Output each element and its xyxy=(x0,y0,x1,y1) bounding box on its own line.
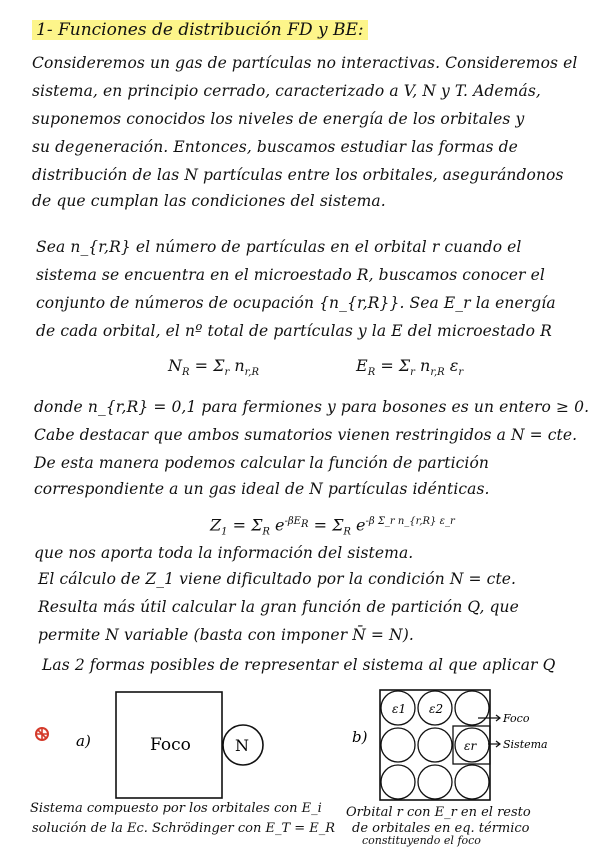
orbital-circle xyxy=(418,728,452,762)
eq-symbol: n xyxy=(234,356,245,375)
caption-b-line: de orbitales en eq. térmico xyxy=(352,821,530,836)
text-line: Sea n_{r,R} el número de partículas en el orbital r cuando el xyxy=(36,238,522,256)
eq-subscript: r,R xyxy=(244,367,260,379)
eq-symbol: N xyxy=(168,356,182,375)
eq-symbol: E xyxy=(356,356,368,375)
orbital-circle xyxy=(381,728,415,762)
text-line: Consideremos un gas de partículas no interactivas. Consideremos el xyxy=(32,54,578,72)
text-line: donde n_{r,R} = 0,1 para fermiones y para bosones es un entero ≥ 0. xyxy=(34,398,590,416)
orbital-label-r: εr xyxy=(464,739,477,753)
text-line: Resulta más útil calcular la gran función de partición Q, que xyxy=(38,598,519,616)
eq-subscript: r,R xyxy=(430,367,445,379)
orbital-label-1: ε1 xyxy=(392,702,407,716)
system-label: N xyxy=(235,736,249,755)
caption-a-line: Sistema compuesto por los orbitales con E_i xyxy=(30,801,322,816)
eq-operator: = Σ xyxy=(194,356,225,375)
eq-operator: = Σ xyxy=(313,515,344,535)
stamp-icon xyxy=(36,728,48,740)
eq-subscript: R xyxy=(300,519,309,530)
eq-symbol: n xyxy=(420,356,431,375)
text-line: suponemos conocidos los niveles de energía de los orbitales y xyxy=(32,110,525,128)
eq-subscript: R xyxy=(182,367,190,379)
caption-b-line: constituyendo el foco xyxy=(362,834,481,847)
orbital-circle xyxy=(381,765,415,799)
orbital-label-2: ε2 xyxy=(429,702,444,716)
text-line: Cabe destacar que ambos sumatorios vienen restringidos a N = cte. xyxy=(34,426,578,444)
eq-symbol: Z xyxy=(210,515,222,535)
orbital-circle xyxy=(455,765,489,799)
eq-subscript: R xyxy=(343,526,351,538)
text-line: Las 2 formas posibles de representar el sistema al que aplicar Q xyxy=(42,656,556,674)
eq-subscript: r xyxy=(458,367,464,379)
eq-operator: = Σ xyxy=(380,356,411,375)
text-line: conjunto de números de ocupación {n_{r,R}}. Sea E_r la energía xyxy=(36,294,556,312)
text-line: permite N variable (basta con imponer N̄ = N). xyxy=(38,626,414,644)
eq-exponent-text: -βE xyxy=(284,516,301,527)
text-line: De esta manera podemos calcular la función de partición xyxy=(34,454,489,472)
text-line: correspondiente a un gas ideal de N partículas idénticas. xyxy=(34,480,490,498)
eq-symbol: ε xyxy=(449,356,459,375)
eq-symbol: e xyxy=(275,515,285,535)
arrow-foco-label: Foco xyxy=(503,712,530,725)
eq-subscript: r xyxy=(224,367,230,379)
diagram-b-marker: b) xyxy=(352,728,368,746)
orbital-circle xyxy=(455,691,489,725)
text-line: de cada orbital, el nº total de partículas y la E del microestado R xyxy=(36,322,552,340)
heading-text: 1- Funciones de distribución FD y BE: xyxy=(32,20,368,40)
eq-subscript: 1 xyxy=(221,526,228,538)
diagram-a-marker: a) xyxy=(76,732,91,750)
text-line: de que cumplan las condiciones del sistema. xyxy=(32,192,386,210)
caption-a-line: solución de la Ec. Schrödinger con E_T = E_R xyxy=(32,821,336,836)
caption-b-line: Orbital r con E_r en el resto xyxy=(346,805,531,820)
eq-operator: = Σ xyxy=(232,515,263,535)
eq-subscript: R xyxy=(262,526,270,538)
eq-exponent: -β Σ_r n_{r,R} ε_r xyxy=(365,516,455,527)
eq-symbol: e xyxy=(356,515,366,535)
text-line: su degeneración. Entonces, buscamos estudiar las formas de xyxy=(32,138,518,156)
text-line: El cálculo de Z_1 viene dificultado por la condición N = cte. xyxy=(38,570,517,588)
eq-subscript: r xyxy=(410,367,415,379)
foco-label: Foco xyxy=(150,735,191,755)
text-line: sistema se encuentra en el microestado R, buscamos conocer el xyxy=(36,266,545,284)
text-line: sistema, en principio cerrado, caracterizado a V, N y T. Además, xyxy=(32,82,541,100)
eq-subscript: R xyxy=(367,367,376,379)
orbital-circle xyxy=(418,765,452,799)
text-line: distribución de las N partículas entre los orbitales, asegurándonos xyxy=(32,166,564,184)
text-line: que nos aporta toda la información del sistema. xyxy=(34,544,414,562)
arrow-sistema-label: Sistema xyxy=(503,738,548,751)
